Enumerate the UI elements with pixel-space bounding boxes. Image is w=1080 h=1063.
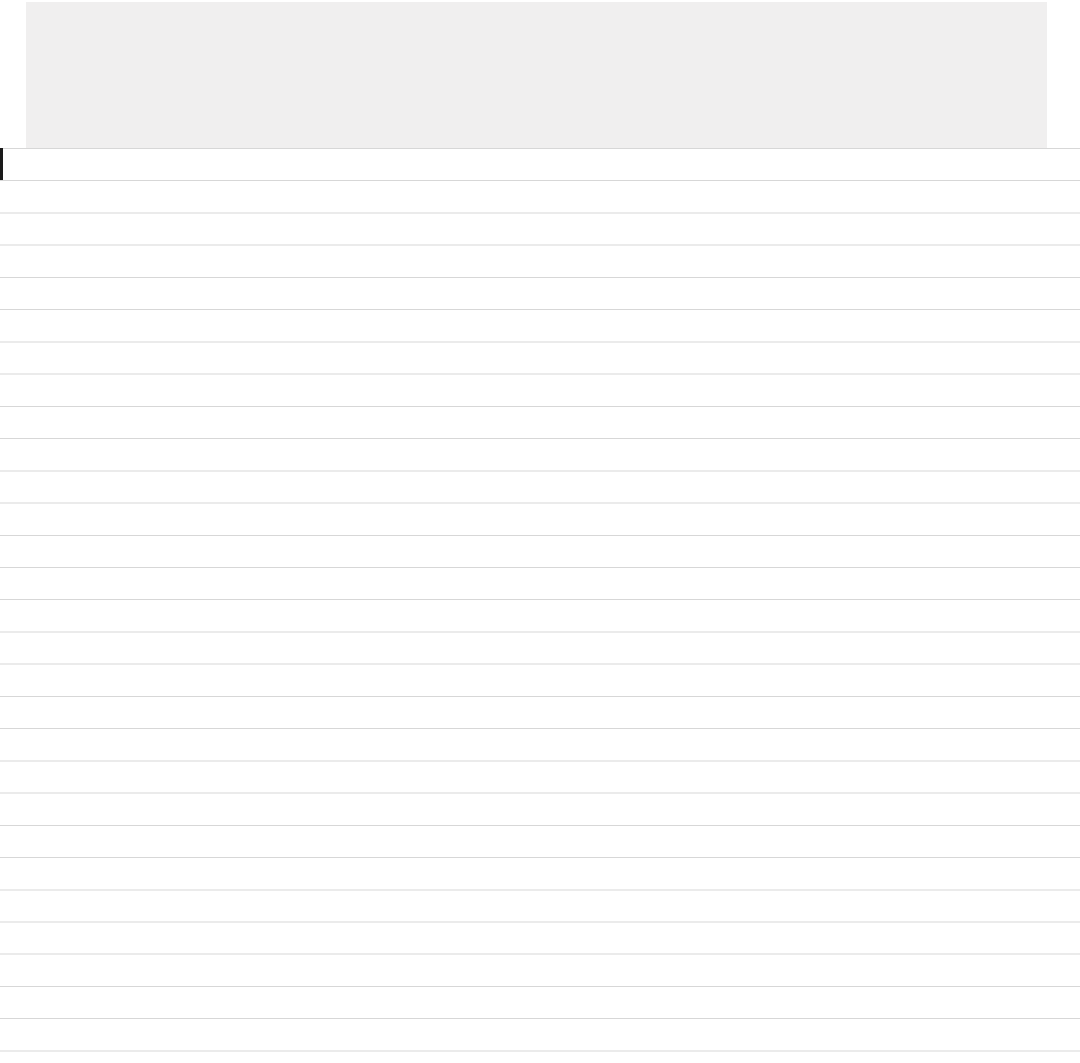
column-header-row xyxy=(0,148,1080,180)
sheet-edge-mark xyxy=(0,148,3,180)
title-cell[interactable] xyxy=(26,2,1047,148)
grid-layer xyxy=(0,148,1080,1063)
